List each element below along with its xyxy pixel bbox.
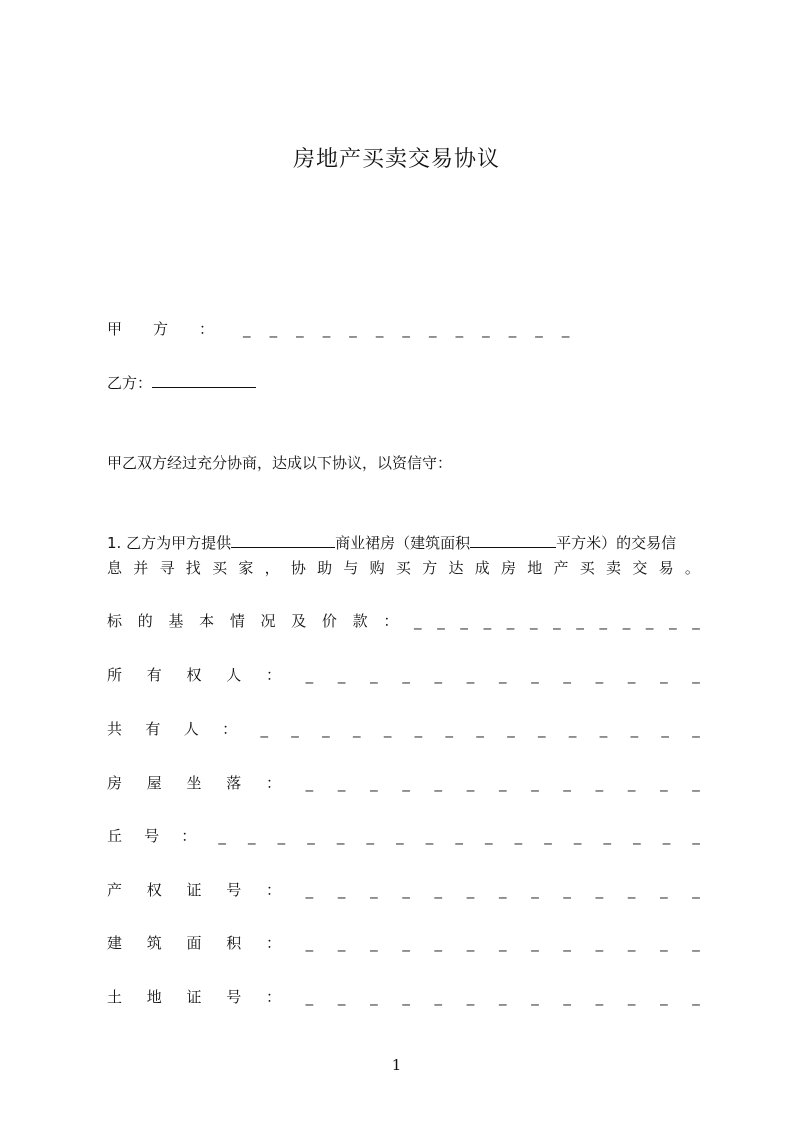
field-blank-dash[interactable]: _ (622, 612, 631, 630)
field-label-char: ： (222, 720, 238, 738)
field-label-char: 面 (186, 934, 202, 952)
field-label-char: 共 (107, 720, 123, 738)
field-blank-dash[interactable]: _ (498, 881, 507, 899)
party-b-label: 乙方： (107, 374, 153, 392)
field-row (107, 772, 700, 794)
char: 家 (238, 559, 254, 577)
field-blank-dash[interactable]: _ (531, 988, 539, 1006)
field-blank-dash[interactable]: _ (402, 988, 410, 1006)
party-a-label-2: 方 (153, 320, 169, 338)
field-blank-dash[interactable]: _ (563, 934, 571, 952)
field-blank-dash[interactable]: _ (305, 988, 314, 1006)
field-label-char: 权 (186, 666, 202, 684)
char: 购 (369, 559, 385, 577)
field-label-char: 筑 (146, 934, 162, 952)
char: 卖 (606, 559, 622, 577)
field-blank-dash[interactable]: _ (305, 666, 314, 684)
field-blank-dash[interactable]: _ (455, 827, 463, 845)
field-blank-dash[interactable]: _ (563, 988, 571, 1006)
field-blank-dash[interactable]: _ (595, 934, 604, 952)
clause-1-part-2: 商业裙房（建筑面积 (335, 534, 471, 552)
field-label-char: 号 (144, 827, 160, 845)
field-label-char: 落 (226, 774, 242, 792)
field-blank-dash[interactable]: _ (337, 934, 346, 952)
property-blank[interactable] (231, 531, 335, 548)
field-blank-dash[interactable]: _ (563, 774, 571, 792)
field-blank-dash[interactable]: _ (660, 988, 668, 1006)
field-blank-dash[interactable]: _ (627, 934, 636, 952)
field-blank-dash[interactable]: _ (337, 666, 346, 684)
field-blank-dash[interactable]: _ (692, 666, 700, 684)
field-blank-dash[interactable]: _ (305, 881, 314, 899)
field-blank-dash[interactable]: _ (692, 612, 700, 630)
field-label-char: 积 (226, 934, 242, 952)
char: 地 (527, 559, 543, 577)
field-blank-dash[interactable]: _ (599, 720, 608, 738)
field-blank-dash[interactable]: _ (466, 774, 475, 792)
field-blank-dash[interactable]: _ (476, 720, 484, 738)
field-blank-dash[interactable]: _ (627, 988, 636, 1006)
char: 寻 (159, 559, 175, 577)
field-blank-dash[interactable]: _ (531, 934, 539, 952)
field-blank-dash[interactable]: _ (414, 612, 422, 630)
field-blank-dash[interactable]: _ (396, 827, 404, 845)
field-blank-dash[interactable]: _ (305, 774, 314, 792)
field-blank-dash[interactable]: _ (514, 827, 523, 845)
clause-1-line-1 (107, 531, 676, 553)
field-label-char: ： (265, 934, 281, 952)
field-blank-dash[interactable]: _ (531, 774, 539, 792)
field-blank-dash[interactable]: _ (466, 934, 475, 952)
field-blank-dash[interactable]: _ (370, 881, 378, 899)
field-blank-dash[interactable]: _ (434, 934, 443, 952)
field-blank-dash[interactable]: _ (660, 666, 668, 684)
field-blank-dash[interactable]: _ (627, 666, 636, 684)
char: 达 (448, 559, 464, 577)
field-blank-dash[interactable]: _ (692, 720, 700, 738)
field-blank-dash[interactable]: _ (483, 612, 492, 630)
field-blank-dash[interactable]: _ (645, 612, 654, 630)
field-blank-dash[interactable]: _ (661, 720, 669, 738)
field-blank-dash[interactable]: _ (434, 666, 443, 684)
char: 房 (500, 559, 516, 577)
field-label-char: 坐 (186, 774, 202, 792)
field-blank-dash[interactable]: _ (383, 720, 392, 738)
char: 成 (474, 559, 490, 577)
field-blank-dash[interactable]: _ (563, 881, 571, 899)
char: ， (264, 559, 280, 577)
field-label-char: 证 (186, 881, 202, 899)
field-row (107, 825, 700, 847)
field-label-char: 地 (146, 988, 162, 1006)
field-row (107, 610, 700, 632)
char: 协 (290, 559, 306, 577)
field-label-char: 有 (146, 666, 162, 684)
field-blank-dash[interactable]: _ (498, 934, 507, 952)
field-blank-dash[interactable]: _ (370, 666, 378, 684)
field-blank-dash[interactable]: _ (352, 720, 361, 738)
field-label-char: 号 (226, 881, 242, 899)
field-blank-dash[interactable]: _ (277, 827, 286, 845)
field-blank-dash[interactable]: _ (434, 988, 443, 1006)
intro-text: 甲乙双方经过充分协商，达成以下协议，以资信守： (107, 454, 453, 472)
field-blank-dash[interactable]: _ (553, 612, 561, 630)
field-blank-dash[interactable]: _ (573, 827, 582, 845)
field-blank-dash[interactable]: _ (370, 934, 378, 952)
field-label-char: 款 (352, 612, 368, 630)
field-blank-dash[interactable]: _ (595, 666, 604, 684)
document-body (107, 0, 700, 1122)
field-blank-dash[interactable]: _ (307, 827, 315, 845)
field-blank-dash[interactable]: _ (402, 774, 410, 792)
party-a-label-1: 甲 (107, 320, 123, 338)
field-blank-dash[interactable]: _ (366, 827, 375, 845)
field-label-char: ： (265, 988, 281, 1006)
field-blank-dash[interactable]: _ (402, 934, 410, 952)
field-label-char: 产 (107, 881, 123, 899)
field-blank-dash[interactable]: _ (248, 827, 256, 845)
field-blank-dash[interactable]: _ (595, 774, 604, 792)
field-label-char: ： (383, 612, 399, 630)
field-blank-dash[interactable]: _ (402, 881, 410, 899)
field-label-char: 证 (186, 988, 202, 1006)
clause-1-line-2 (107, 557, 700, 579)
field-label-char: 有 (145, 720, 161, 738)
field-blank-dash[interactable]: _ (337, 988, 346, 1006)
field-blank-dash[interactable]: _ (507, 720, 515, 738)
field-blank-dash[interactable]: _ (692, 774, 700, 792)
field-blank-dash[interactable]: _ (660, 881, 668, 899)
field-blank-dash[interactable]: _ (538, 720, 546, 738)
field-label-char: ： (265, 881, 281, 899)
field-blank-dash[interactable]: _ (498, 988, 507, 1006)
field-blank-dash[interactable]: _ (260, 720, 268, 738)
char: 买 (579, 559, 595, 577)
field-blank-dash[interactable]: _ (568, 720, 577, 738)
char: 并 (133, 559, 149, 577)
field-row (107, 932, 700, 954)
field-blank-dash[interactable]: _ (692, 881, 700, 899)
field-label-char: 权 (146, 881, 162, 899)
field-blank-dash[interactable]: _ (498, 774, 507, 792)
field-blank-dash[interactable]: _ (466, 881, 475, 899)
field-label-char: 人 (226, 666, 242, 684)
page-title: 房地产买卖交易协议 (292, 147, 500, 172)
area-blank[interactable] (470, 531, 556, 548)
field-blank-dash[interactable]: _ (336, 827, 345, 845)
field-blank-dash[interactable]: _ (402, 666, 410, 684)
field-blank-dash[interactable]: _ (466, 988, 475, 1006)
field-blank-dash[interactable]: _ (576, 612, 584, 630)
party-b-blank[interactable] (152, 371, 256, 388)
field-label-char: 的 (137, 612, 153, 630)
char: 。 (684, 559, 700, 577)
char: 买 (395, 559, 411, 577)
field-blank-dash[interactable]: _ (434, 881, 443, 899)
field-blank-dash[interactable]: _ (627, 881, 636, 899)
char: 与 (343, 559, 359, 577)
party-a-line (107, 318, 700, 340)
field-blank-dash[interactable]: _ (603, 827, 612, 845)
page-number: 1 (391, 1056, 402, 1074)
char: 助 (317, 559, 333, 577)
field-blank-dash[interactable]: _ (498, 666, 507, 684)
field-blank-dash[interactable]: _ (544, 827, 552, 845)
field-label-char: 标 (107, 612, 123, 630)
field-blank-dash[interactable]: _ (563, 666, 571, 684)
field-label-char: 丘 (107, 827, 123, 845)
field-label-char: 基 (168, 612, 184, 630)
field-row (107, 879, 700, 901)
char: 产 (553, 559, 569, 577)
party-a-colon: ： (199, 320, 215, 338)
field-row (107, 718, 700, 740)
char: 交 (632, 559, 648, 577)
field-blank-dash[interactable]: _ (633, 827, 641, 845)
field-label-char: 房 (107, 774, 123, 792)
field-label-char: ： (265, 666, 281, 684)
field-blank-dash[interactable]: _ (595, 881, 604, 899)
field-label-char: 土 (107, 988, 123, 1006)
field-label-char: 情 (229, 612, 245, 630)
field-blank-dash[interactable]: _ (531, 666, 539, 684)
field-blank-dash[interactable]: _ (370, 988, 378, 1006)
char: 方 (422, 559, 438, 577)
field-blank-dash[interactable]: _ (445, 720, 453, 738)
field-label-char: 人 (183, 720, 199, 738)
field-blank-dash[interactable]: _ (669, 612, 677, 630)
field-label-char: ： (265, 774, 281, 792)
char: 息 (107, 559, 123, 577)
field-label-char: ： (181, 827, 197, 845)
field-blank-dash[interactable]: _ (660, 934, 668, 952)
field-blank-dash[interactable]: _ (660, 774, 668, 792)
field-row (107, 986, 700, 1008)
field-label-char: 况 (260, 612, 276, 630)
field-blank-dash[interactable]: _ (305, 934, 314, 952)
char: 买 (212, 559, 228, 577)
field-blank-dash[interactable]: _ (506, 612, 515, 630)
field-label-char: 号 (226, 988, 242, 1006)
field-blank-dash[interactable]: _ (599, 612, 608, 630)
field-blank-dash[interactable]: _ (434, 774, 443, 792)
field-blank-dash[interactable]: _ (322, 720, 330, 738)
field-blank-dash[interactable]: _ (692, 988, 700, 1006)
field-blank-dash[interactable]: _ (627, 774, 636, 792)
field-label-char: 屋 (146, 774, 162, 792)
field-blank-dash[interactable]: _ (337, 774, 346, 792)
party-b-line (107, 371, 256, 393)
field-blank-dash[interactable]: _ (692, 934, 700, 952)
field-blank-dash[interactable]: _ (466, 666, 475, 684)
field-blank-dash[interactable]: _ (425, 827, 434, 845)
field-blank-dash[interactable]: _ (291, 720, 299, 738)
field-blank-dash[interactable]: _ (595, 988, 604, 1006)
field-label-char: 及 (291, 612, 307, 630)
field-label-char: 所 (107, 666, 123, 684)
clause-1-part-3: 平方米）的交易信 (556, 534, 677, 552)
field-blank-dash[interactable]: _ (414, 720, 423, 738)
field-label-char: 建 (107, 934, 123, 952)
field-blank-dash[interactable]: _ (692, 827, 700, 845)
field-blank-dash[interactable]: _ (460, 612, 468, 630)
party-a-blank[interactable]: _ _ _ _ _ _ _ _ _ _ _ _ _ (243, 320, 570, 338)
field-blank-dash[interactable]: _ (529, 612, 538, 630)
field-label-char: 本 (199, 612, 215, 630)
field-blank-dash[interactable]: _ (630, 720, 639, 738)
field-blank-dash[interactable]: _ (485, 827, 493, 845)
field-row (107, 664, 700, 686)
char: 易 (658, 559, 674, 577)
field-blank-dash[interactable]: _ (370, 774, 378, 792)
field-blank-dash[interactable]: _ (218, 827, 226, 845)
field-label-char: 价 (321, 612, 337, 630)
clause-1-part-1: 1. 乙方为甲方提供 (107, 534, 232, 552)
field-blank-dash[interactable]: _ (437, 612, 445, 630)
field-blank-dash[interactable]: _ (531, 881, 539, 899)
field-blank-dash[interactable]: _ (337, 881, 346, 899)
char: 找 (185, 559, 201, 577)
field-blank-dash[interactable]: _ (662, 827, 671, 845)
